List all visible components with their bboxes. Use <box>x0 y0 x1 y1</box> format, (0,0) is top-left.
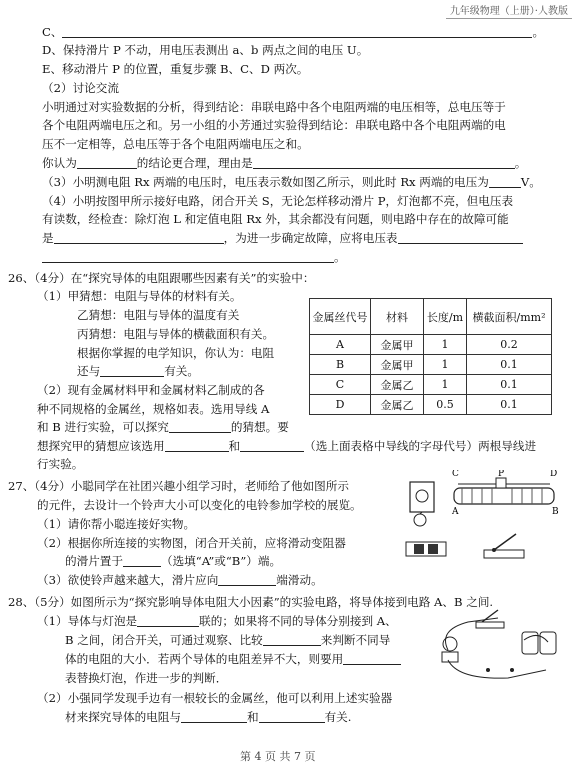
blank[interactable] <box>100 364 164 377</box>
blank[interactable] <box>489 175 521 188</box>
paragraph-line: 各个电阻两端电压之和。另一小组的小芳通过实验得到结论：串联电路中各个电阻两端的电 <box>42 118 506 132</box>
question-line: 种不同规格的金属丝，规格如表。选用导线 A <box>37 402 270 416</box>
label-d: D <box>550 470 558 479</box>
table-row: B 金属甲 1 0.1 <box>310 355 552 375</box>
question-line: B 之间，闭合开关，可通过观察、比较 来判断不同导 <box>65 633 391 647</box>
question-line: （3）欲使铃声越来越大，滑片应向 端滑动。 <box>37 573 323 587</box>
table-row: C 金属乙 1 0.1 <box>310 375 552 395</box>
question-line: （2）现有金属材料甲和金属材料乙制成的各 <box>37 383 265 397</box>
table-header: 金属丝代号 <box>310 299 371 335</box>
question-line: 体的电阻的大小．若两个导体的电阻差异不大，则要用 <box>65 651 401 667</box>
question-line: 的元件，去设计一个铃声大小可以变化的电铃参加学校的展览。 <box>37 498 362 512</box>
table-header: 长度/m <box>424 299 467 335</box>
question-line: 。 <box>42 249 346 265</box>
question-line: 行实验。 <box>37 457 84 471</box>
blank[interactable] <box>259 710 325 723</box>
sliding-rheostat-icon <box>454 478 554 504</box>
question-line: （1）请你帮小聪连接好实物。 <box>37 517 196 531</box>
question-line: 材来探究导体的电阻与 和 有关. <box>65 710 352 724</box>
switch-icon <box>484 534 524 558</box>
step-c: C、 。 <box>42 25 545 39</box>
paragraph-line: 压不一定相等，总电压等于各个电阻两端电压之和。 <box>42 137 309 151</box>
terminal-b <box>510 668 514 672</box>
question-line: （3）小明测电阻 Rx 两端的电压时，电压表示数如图乙所示，则此时 Rx 两端的电压为 V。 <box>42 175 541 189</box>
blank[interactable] <box>253 156 515 169</box>
paragraph-line: 小明通过对实验数据的分析，得到结论：串联电路中各个电阻两端的电压相等，总电压等于 <box>42 100 506 114</box>
table-row: A 金属甲 1 0.2 <box>310 335 552 355</box>
wires <box>446 618 549 678</box>
discussion-heading: （2）讨论交流 <box>42 81 119 95</box>
question-28: 28、（5分）如图所示为“探究影响导体电阻大小因素”的实验电路，将导体接到电路 A、B 之间. <box>8 595 494 609</box>
wire-spec-table <box>309 298 552 415</box>
question-27: 27、（4分）小聪同学在社团兴趣小组学习时，老师给了他如图所示 <box>8 479 349 493</box>
guess-bing: 丙猜想：电阻与导体的横截面积有关。 <box>77 327 275 341</box>
battery-icon <box>406 542 446 556</box>
label-b: B <box>552 507 559 517</box>
label-c: C <box>452 470 459 479</box>
blank[interactable] <box>165 439 229 452</box>
blank[interactable] <box>218 573 276 586</box>
table-header: 材料 <box>371 299 424 335</box>
header-tab: 九年级物理（上册）·人教版 <box>446 2 572 19</box>
guess-yi: 乙猜想：电阻与导体的温度有关 <box>77 308 240 322</box>
blank[interactable] <box>181 710 247 723</box>
blank[interactable] <box>123 554 161 567</box>
question-line: 有读数，经检查：除灯泡 L 和定值电阻 Rx 外，其余都没有问题，则电路中存在的故障可能 <box>42 212 509 226</box>
lamp-icon <box>442 637 458 662</box>
blank[interactable] <box>343 652 401 665</box>
label-p: P <box>498 470 505 479</box>
blank[interactable] <box>62 25 532 38</box>
question-line: （4）小明按图甲所示接好电路，闭合开关 S，无论怎样移动滑片 P，灯泡都不亮，但电压表 <box>42 194 514 208</box>
question-line: 是 ，为进一步确定故障，应将电压表 <box>42 230 523 246</box>
bell-circuit-components-figure <box>392 470 572 570</box>
blank[interactable] <box>77 156 137 169</box>
question-line: 想探究甲的猜想应该选用 和 （选上面表格中导线的字母代号）两根导线进 <box>37 439 537 453</box>
electric-bell-icon <box>410 482 434 526</box>
question-26: 26、（4分）在“探究导体的电阻跟哪些因素有关”的实验中： <box>8 271 315 285</box>
terminal-a <box>486 668 490 672</box>
blank[interactable] <box>54 231 224 244</box>
question-line: 的滑片置于 （选填“A”或“B”）端。 <box>65 554 282 568</box>
question-line: 根据你掌握的电学知识，你认为：电阻 <box>77 346 275 360</box>
question-line: （2）根据你所连接的实物图，闭合开关前，应将滑动变阻器 <box>37 536 346 550</box>
question-line: （2）小强同学发现手边有一根较长的金属丝，他可以利用上述实验器 <box>37 691 393 705</box>
blank[interactable] <box>398 231 523 244</box>
page-footer: 第 4 页 共 7 页 <box>240 750 316 763</box>
resistance-circuit-figure <box>428 600 570 684</box>
blank[interactable] <box>42 250 334 263</box>
table-header: 横截面积/mm² <box>467 299 552 335</box>
guess-jia: （1）甲猜想：电阻与导体的材料有关。 <box>37 289 242 303</box>
blank[interactable] <box>263 633 321 646</box>
question-line: 还与 有关。 <box>77 364 199 378</box>
label-a: A <box>452 507 459 517</box>
question-line: 和 B 进行实验，可以探究 的猜想。要 <box>37 420 289 434</box>
step-e: E、移动滑片 P 的位置，重复步骤 B、C、D 两次。 <box>42 62 309 76</box>
table-row: D 金属乙 0.5 0.1 <box>310 395 552 415</box>
question-line: （1）导体与灯泡是 联的；如果将不同的导体分别接到 A、 <box>37 614 397 628</box>
blank[interactable] <box>137 614 199 627</box>
question-line: 你认为 的结论更合理，理由是 。 <box>42 156 527 170</box>
step-d: D、保持滑片 P 不动，用电压表测出 a、b 两点之间的电压 U。 <box>42 43 369 57</box>
blank[interactable] <box>169 420 231 433</box>
blank[interactable] <box>240 439 304 452</box>
question-line: 表替换灯泡，作进一步的判断． <box>65 671 228 685</box>
